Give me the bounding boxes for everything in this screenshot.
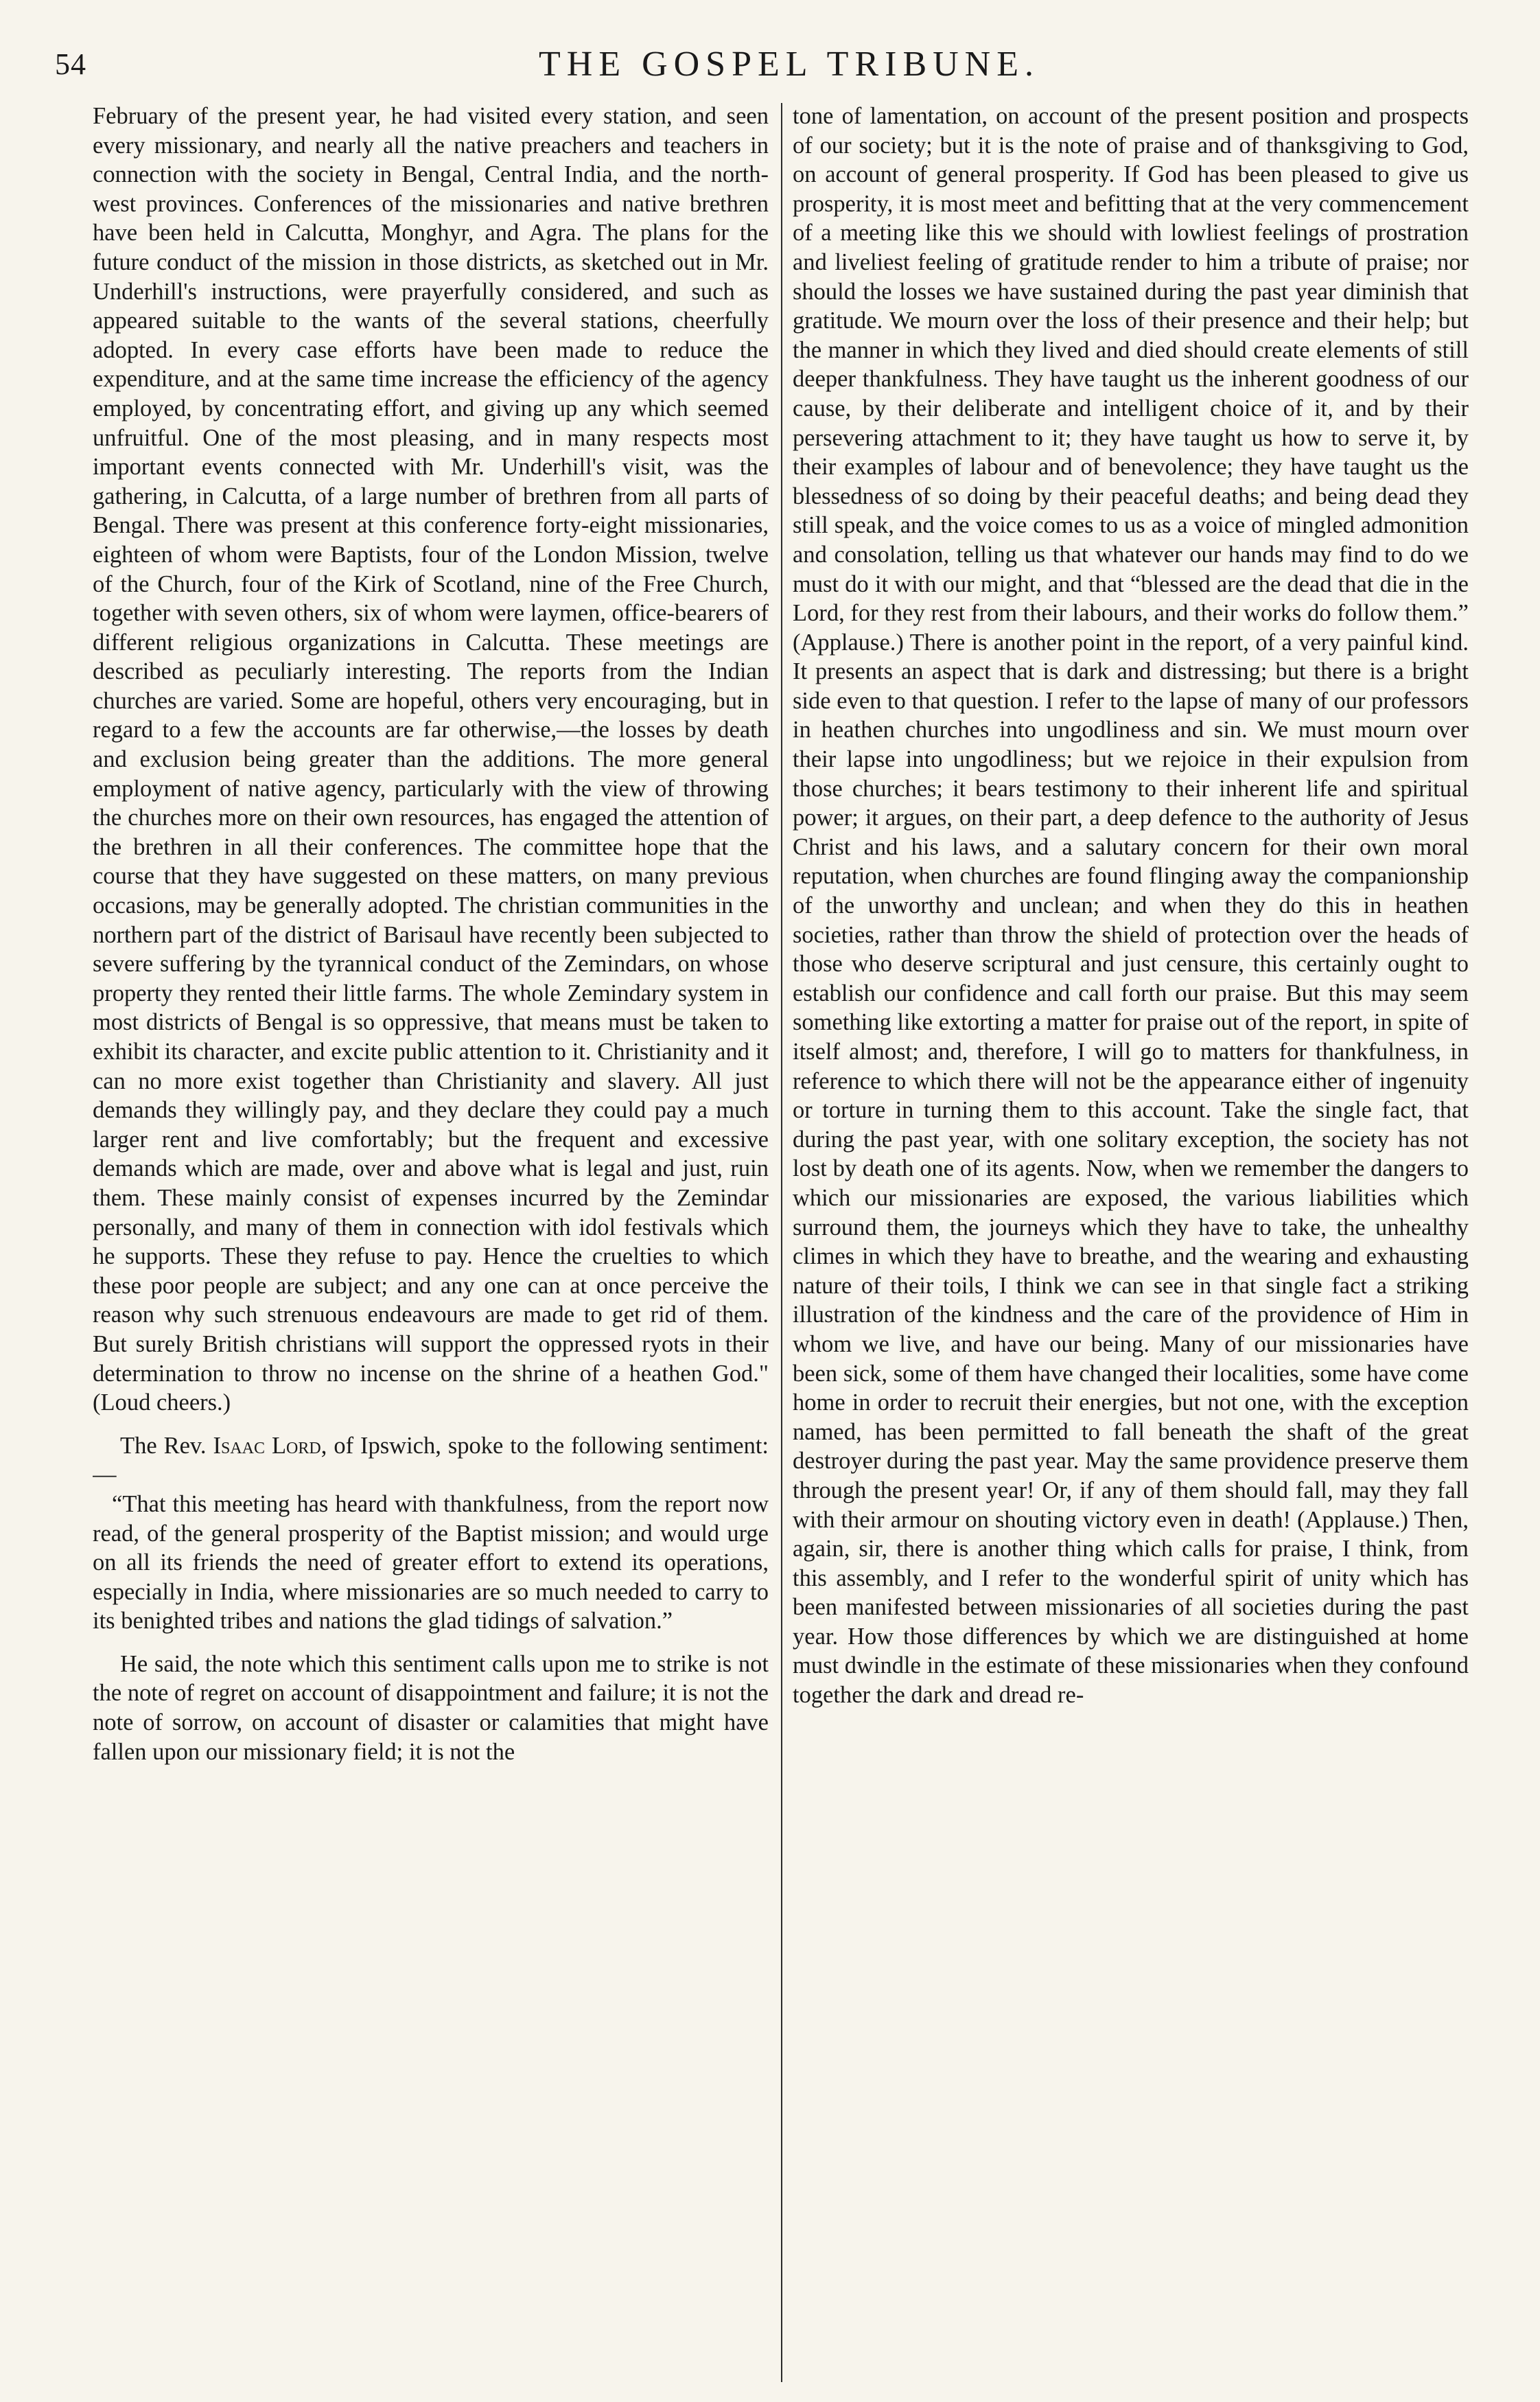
page-number: 54 bbox=[55, 47, 86, 81]
speaker-name: Isaac Lord bbox=[213, 1432, 321, 1459]
left-column bbox=[93, 102, 769, 2388]
right-column bbox=[793, 102, 1469, 2388]
article-paragraph: February of the present year, he had visited every station, and seen every missionary, and nearly all the native preachers and teachers in connection with the society in Bengal, Central India, and the north-west provinces. Conferences of the missionaries and native brethren have been held in Calcutta, Monghyr, and Agra. The plans for the future conduct of the mission in those districts, as sketched out in Mr. Underhill's instructions, were prayerfully considered, and such as appeared suitable to the wants of the several stations, cheerfully adopted. In every case efforts have been made to reduce the expenditure, and at the same time increase the efficiency of the agency employed, by concentrating effort, and giving up any which seemed unfruitful. One of the most pleasing, and in many respects most important events connected with Mr. Underhill's visit, was the gathering, in Calcutta, of a large number of brethren from all parts of Bengal. There was present at this conference forty-eight missionaries, eighteen of whom were Baptists, four of the London Mission, twelve of the Church, four of the Kirk of Scotland, nine of the Free Church, together with seven others, six of whom were laymen, office-bearers of different religious organizations in Calcutta. These meetings are described as peculiarly interesting. The reports from the Indian churches are varied. Some are hopeful, others very encouraging, but in regard to a few the accounts are far otherwise,—the losses by death and exclusion being greater than the additions. The more general employment of native agency, particularly with the view of throwing the churches more on their own resources, has engaged the attention of the brethren in all their conferences. The committee hope that the course that they have suggested on these matters, on many previous occasions, may be generally adopted. The christian communities in the northern part of the district of Barisaul have recently been subjected to severe suffering by the tyrannical conduct of the Zemindars, on whose property they rented their little farms. The whole Zemindary system in most districts of Bengal is so oppressive, that means must be taken to exhibit its character, and excite public attention to it. Christianity and it can no more exist together than Christianity and slavery. All just demands they willingly pay, and they declare they could pay a much larger rent and live comfortably; but the frequent and excessive demands which are made, over and above what is legal and just, ruin them. These mainly consist of expenses incurred by the Zemindar personally, and many of them in connection with idol festivals which he supports. These they refuse to pay. Hence the cruelties to which these poor people are subject; and any one can at once perceive the reason why such strenuous endeavours are made to get rid of them. But surely British christians will support the oppressed ryots in their determination to throw no incense on the shrine of a heathen God." (Loud cheers.) bbox=[93, 103, 769, 1416]
speaker-intro-text: The Rev. bbox=[120, 1432, 213, 1459]
journal-title: THE GOSPEL TRIBUNE. bbox=[539, 45, 1040, 84]
speaker-introduction bbox=[93, 1431, 769, 1490]
sentiment-quote: “That this meeting has heard with thankfulness, from the report now read, of the general prosperity of the Baptist mission; and would urge on all its friends the need of greater effort to extend its operations, especially in India, where missionaries are so much needed to carry to its benighted tribes and nations the glad tidings of salvation.” bbox=[93, 1490, 769, 1635]
speaker-intro-rest: , of Ipswich, spoke to the following sentiment:— bbox=[93, 1432, 769, 1488]
column-divider bbox=[781, 103, 782, 2382]
page-header bbox=[0, 41, 1540, 96]
speech-paragraph: He said, the note which this sentiment calls upon me to strike is not the note of regret on account of disappointment and failure; it is not the note of sorrow, on account of disaster or calamities that might have fallen upon our missionary field; it is not the bbox=[93, 1650, 769, 1765]
speech-continuation: tone of lamentation, on account of the present position and prospects of our society; but it is the note of praise and of thanksgiving to God, on account of general prosperity. If God has been pleased to give us prosperity, it is most meet and befitting that at the very commencement of a meeting like this we should with lowliest feelings of prostration and liveliest feeling of gratitude render to him a tribute of praise; nor should the losses we have sustained during the past year diminish that gratitude. We mourn over the loss of their presence and their help; but the manner in which they lived and died should create elements of still deeper thankfulness. They have taught us the inherent goodness of our cause, by their deliberate and intelligent choice of it, and by their persevering attachment to it; they have taught us how to serve it, by their examples of labour and of benevolence; they have taught us the blessedness of so doing by their peaceful deaths; and being dead they still speak, and the voice comes to us as a voice of mingled admonition and consolation, telling us that whatever our hands may find to do we must do it with our might, and that “blessed are the dead that die in the Lord, for they rest from their labours, and their works do follow them.” (Applause.) There is another point in the report, of a very painful kind. It presents an aspect that is dark and distressing; but there is a bright side even to that question. I refer to the lapse of many of our professors in heathen churches into ungodliness and sin. We must mourn over their lapse into ungodliness; but we rejoice in their expulsion from those churches; it bears testimony to their inherent life and spiritual power; it argues, on their part, a deep defence to the authority of Jesus Christ and his laws, and a salutary concern for their own moral reputation, when churches are found flinging away the companionship of the unworthy and unclean; and when they do this in heathen societies, rather than throw the shield of protection over the heads of those who deserve scriptural and just censure, this certainly ought to establish our confidence and call forth our praise. But this may seem something like extorting a matter for praise out of the report, in spite of itself almost; and, therefore, I will go to matters for thankfulness, in reference to which there will not be the appearance either of ingenuity or torture in turning them to this account. Take the single fact, that during the past year, with one solitary exception, the society has not lost by death one of its agents. Now, when we remember the dangers to which our missionaries are exposed, the various liabilities which surround them, the journeys which they have to take, the unhealthy climes in which they have to breathe, and the wearing and exhausting nature of their toils, I think we can see in that single fact a striking illustration of the kindness and the care of the providence of Him in whom we live, and have our being. Many of our missionaries have been sick, some of them have changed their localities, some have come home in order to recruit their energies, but not one, with the exception named, has been permitted to fall beneath the shaft of the great destroyer during the past year. May the same providence preserve them through the present year! Or, if any of them should fall, may they fall with their armour on shouting victory even in death! (Applause.) Then, again, sir, there is another thing which calls for praise, I think, from this assembly, and I refer to the wonderful spirit of unity which has been manifested between missionaries of all societies during the past year. How those differences by which we are distinguished at home must dwindle in the estimate of these missionaries when they confound together the dark and dread re- bbox=[793, 103, 1469, 1709]
